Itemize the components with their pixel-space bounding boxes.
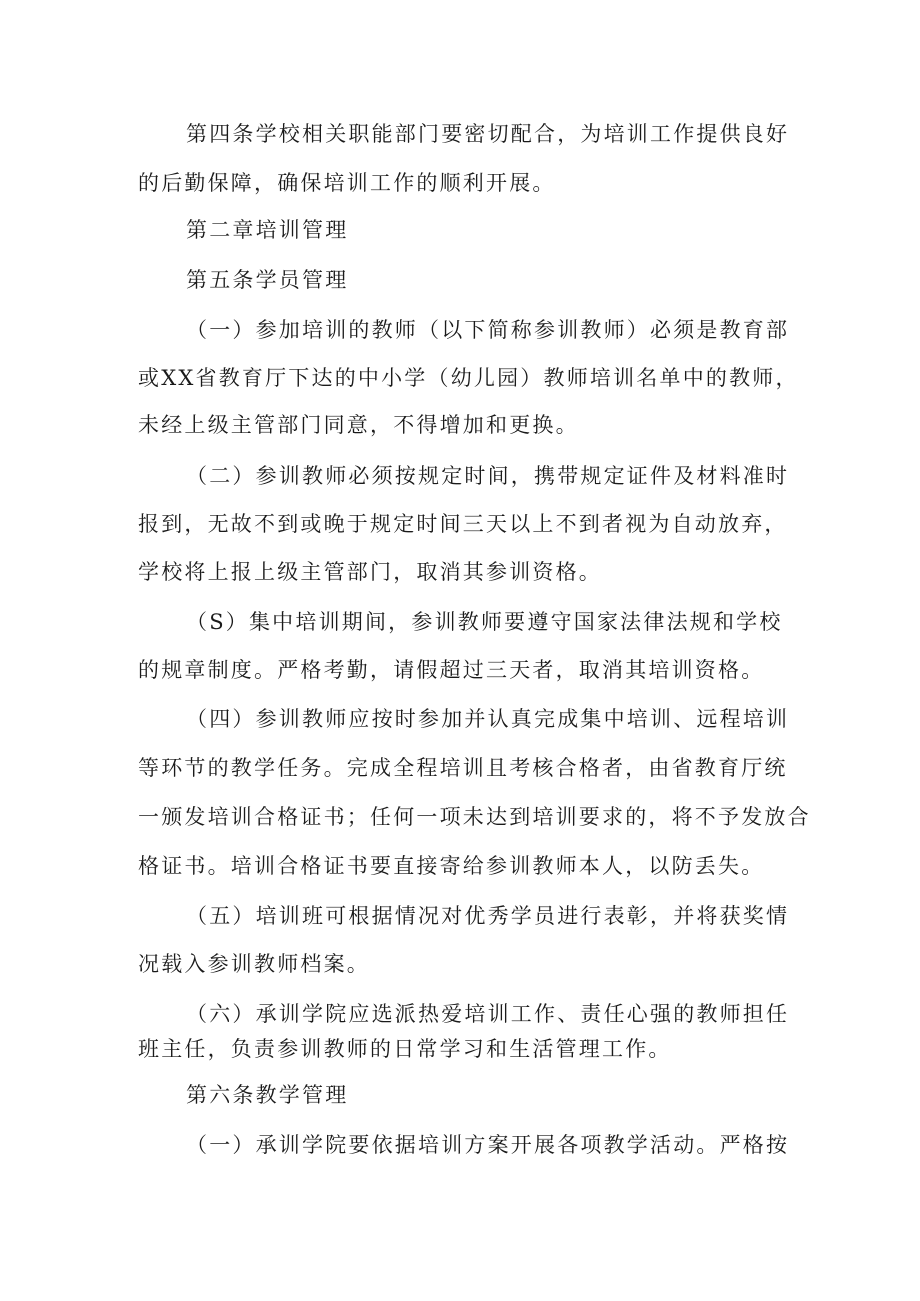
item-5-4-line-3: 一颁发培训合格证书；任何一项未达到培训要求的，将不予发放合 — [138, 805, 811, 829]
article-5-heading: 第五条学员管理 — [186, 268, 349, 292]
item-5-2-line-2: 报到，无故不到或晚于规定时间三天以上不到者视为自动放弃， — [138, 512, 788, 536]
article-4-line-2: 的后勤保障，确保培训工作的顺利开展。 — [138, 171, 556, 195]
item-5-4-line-2: 等环节的教学任务。完成全程培训且考核合格者，由省教育厅统 — [138, 756, 788, 780]
item-5-6-line-2: 班主任，负责参训教师的日常学习和生活管理工作。 — [138, 1037, 672, 1061]
item-5-3-line-1: （S）集中培训期间，参训教师要遵守国家法律法规和学校 — [186, 610, 783, 634]
item-6-1-line-1: （一）承训学院要依据培训方案开展各项教学活动。严格按 — [186, 1133, 790, 1157]
item-5-1-line-3: 未经上级主管部门同意，不得增加和更换。 — [138, 413, 579, 437]
item-5-5-line-1: （五）培训班可根据情况对优秀学员进行表彰，并将获奖情 — [186, 904, 790, 928]
item-5-1-line-2: 或XX省教育厅下达的中小学（幼儿园）教师培训名单中的教师， — [138, 366, 799, 390]
item-5-5-line-2: 况载入参训教师档案。 — [138, 952, 370, 976]
chapter-heading: 第二章培训管理 — [186, 218, 349, 242]
item-5-2-line-1: （二）参训教师必须按规定时间，携带规定证件及材料准时 — [186, 464, 790, 488]
item-5-4-line-4: 格证书。培训合格证书要直接寄给参训教师本人，以防丢失。 — [138, 854, 765, 878]
article-6-heading: 第六条教学管理 — [186, 1083, 349, 1107]
item-5-3-line-2: 的规章制度。严格考勤，请假超过三天者，取消其培训资格。 — [138, 658, 765, 682]
item-5-6-line-1: （六）承训学院应选派热爱培训工作、责任心强的教师担任 — [186, 1002, 790, 1026]
article-4-line-1: 第四条学校相关职能部门要密切配合，为培训工作提供良好 — [186, 122, 790, 146]
item-5-4-line-1: （四）参训教师应按时参加并认真完成集中培训、远程培训 — [186, 707, 790, 731]
item-5-2-line-3: 学校将上报上级主管部门，取消其参训资格。 — [138, 560, 602, 584]
item-5-1-line-1: （一）参加培训的教师（以下简称参训教师）必须是教育部 — [186, 318, 790, 342]
